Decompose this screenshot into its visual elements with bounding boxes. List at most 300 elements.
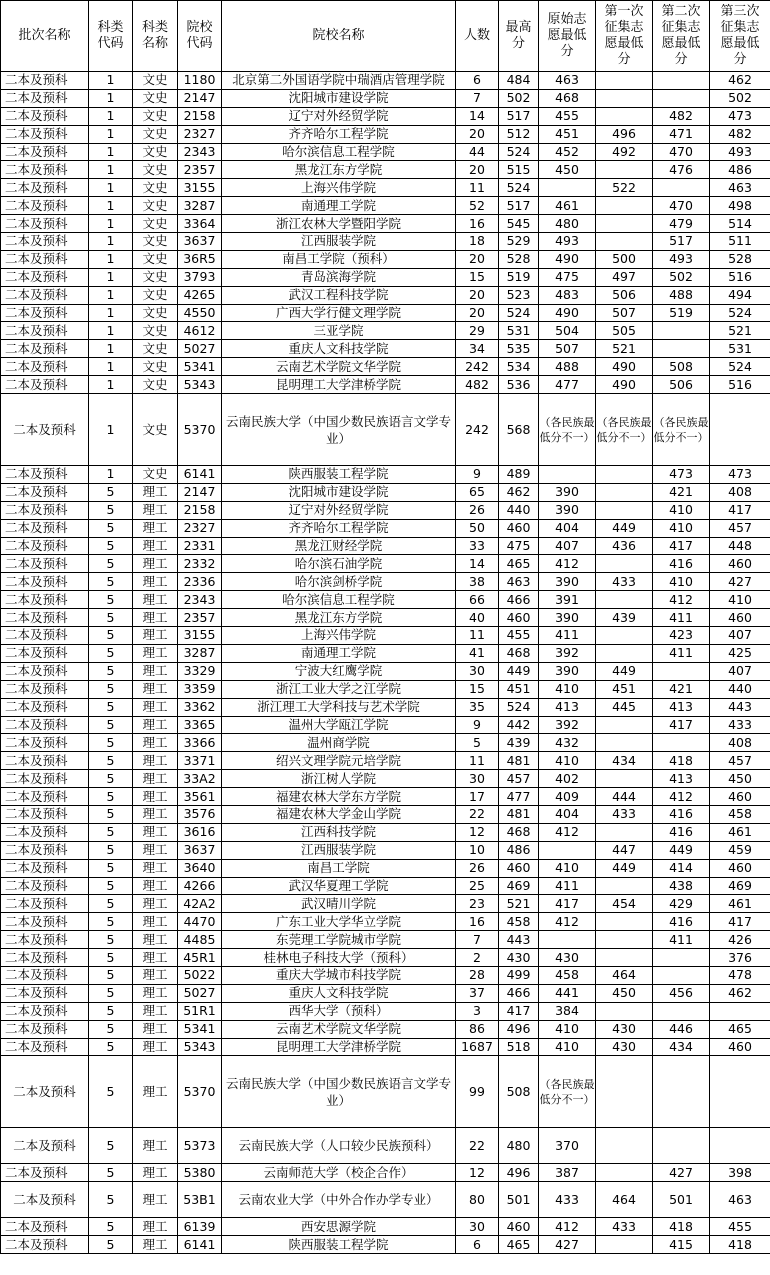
round2-min-cell (653, 1056, 710, 1128)
col-count-header (456, 1, 499, 72)
header-text: 批次名称 (18, 28, 71, 43)
header-text: 代码 (97, 36, 124, 51)
batch-cell: 二本及预科 (1, 376, 89, 394)
kelei-name-cell: 文史 (133, 233, 178, 251)
max-score-cell: 465 (499, 555, 539, 573)
round1-min-cell: 433 (596, 573, 653, 591)
school-name-cell: 江西服装学院 (222, 233, 456, 251)
school-code-cell: 3359 (178, 680, 222, 698)
col-school-code-header (178, 1, 222, 72)
max-score-cell: 519 (499, 268, 539, 286)
header-text: 第二次 (661, 4, 701, 19)
table-row (1, 161, 770, 179)
round2-min-cell: 482 (653, 107, 710, 125)
table-row (1, 734, 770, 752)
count-cell: 11 (456, 627, 499, 645)
max-score-cell: 439 (499, 734, 539, 752)
round2-min-cell (653, 966, 710, 984)
round2-min-cell: 417 (653, 537, 710, 555)
school-code-cell: 3287 (178, 197, 222, 215)
kelei-name-cell: 理工 (133, 537, 178, 555)
col-round2-header (653, 1, 710, 72)
table-row (1, 143, 770, 161)
count-cell: 20 (456, 286, 499, 304)
orig-min-cell (539, 841, 596, 859)
orig-min-cell (539, 466, 596, 484)
school-name-cell: 东莞理工学院城市学院 (222, 931, 456, 949)
count-cell: 66 (456, 591, 499, 609)
batch-cell: 二本及预科 (1, 1056, 89, 1128)
orig-min-cell: 452 (539, 143, 596, 161)
max-score-cell: 536 (499, 376, 539, 394)
kelei-code-cell: 5 (89, 966, 133, 984)
round2-min-cell: 438 (653, 877, 710, 895)
round3-min-cell: 493 (710, 143, 770, 161)
table-row (1, 501, 770, 519)
school-code-cell: 3366 (178, 734, 222, 752)
count-cell: 12 (456, 823, 499, 841)
school-code-cell: 51R1 (178, 1002, 222, 1020)
orig-min-cell: 451 (539, 125, 596, 143)
batch-cell: 二本及预科 (1, 197, 89, 215)
round3-min-cell: 417 (710, 501, 770, 519)
round3-min-cell: 408 (710, 734, 770, 752)
round2-min-cell: 421 (653, 483, 710, 501)
table-row (1, 215, 770, 233)
school-name-cell: 青岛滨海学院 (222, 268, 456, 286)
batch-cell: 二本及预科 (1, 895, 89, 913)
round1-min-cell: 434 (596, 752, 653, 770)
orig-min-cell: 432 (539, 734, 596, 752)
batch-cell: 二本及预科 (1, 286, 89, 304)
round1-min-cell (596, 107, 653, 125)
kelei-code-cell: 5 (89, 823, 133, 841)
table-row (1, 698, 770, 716)
orig-min-cell: 402 (539, 770, 596, 788)
orig-min-cell: 455 (539, 107, 596, 125)
kelei-name-cell: 文史 (133, 376, 178, 394)
header-text: 第一次 (604, 4, 644, 19)
max-score-cell: 475 (499, 537, 539, 555)
school-code-cell: 3362 (178, 698, 222, 716)
round1-min-cell (596, 644, 653, 662)
kelei-code-cell: 1 (89, 179, 133, 197)
max-score-cell: 531 (499, 322, 539, 340)
count-cell: 40 (456, 609, 499, 627)
max-score-cell: 529 (499, 233, 539, 251)
school-code-cell: 6139 (178, 1218, 222, 1236)
orig-min-cell: 411 (539, 627, 596, 645)
school-name-cell: 云南艺术学院文华学院 (222, 358, 456, 376)
round3-min-cell: 376 (710, 949, 770, 967)
kelei-name-cell: 文史 (133, 322, 178, 340)
batch-cell: 二本及预科 (1, 107, 89, 125)
count-cell: 30 (456, 770, 499, 788)
round3-min-cell: 469 (710, 877, 770, 895)
count-cell: 29 (456, 322, 499, 340)
kelei-code-cell: 5 (89, 913, 133, 931)
school-name-cell: 浙江工业大学之江学院 (222, 680, 456, 698)
round1-min-cell (596, 72, 653, 90)
school-code-cell: 5022 (178, 966, 222, 984)
table-row (1, 949, 770, 967)
count-cell: 26 (456, 859, 499, 877)
round3-min-cell (710, 1002, 770, 1020)
max-score-cell: 430 (499, 949, 539, 967)
count-cell: 11 (456, 179, 499, 197)
kelei-code-cell: 5 (89, 1218, 133, 1236)
round1-min-cell: 496 (596, 125, 653, 143)
orig-min-cell: 391 (539, 591, 596, 609)
school-code-cell: 3155 (178, 627, 222, 645)
kelei-code-cell: 1 (89, 268, 133, 286)
batch-cell: 二本及预科 (1, 161, 89, 179)
table-row (1, 913, 770, 931)
school-name-cell: 陕西服装工程学院 (222, 466, 456, 484)
max-score-cell: 463 (499, 573, 539, 591)
table-row (1, 984, 770, 1002)
round2-min-cell: 476 (653, 161, 710, 179)
table-row (1, 1218, 770, 1236)
batch-cell: 二本及预科 (1, 268, 89, 286)
round1-min-cell: 464 (596, 966, 653, 984)
count-cell: 52 (456, 197, 499, 215)
round3-min-cell: 460 (710, 859, 770, 877)
max-score-cell: 518 (499, 1038, 539, 1056)
orig-min-cell: 411 (539, 877, 596, 895)
count-cell: 26 (456, 501, 499, 519)
max-score-cell: 508 (499, 1056, 539, 1128)
round3-min-cell (710, 1056, 770, 1128)
batch-cell: 二本及预科 (1, 770, 89, 788)
kelei-code-cell: 5 (89, 984, 133, 1002)
count-cell: 41 (456, 644, 499, 662)
kelei-code-cell: 5 (89, 1128, 133, 1164)
round1-min-cell: 433 (596, 1218, 653, 1236)
count-cell: 242 (456, 358, 499, 376)
kelei-name-cell: 理工 (133, 859, 178, 877)
batch-cell: 二本及预科 (1, 841, 89, 859)
school-code-cell: 42A2 (178, 895, 222, 913)
school-name-cell: 哈尔滨石油学院 (222, 555, 456, 573)
kelei-name-cell: 文史 (133, 268, 178, 286)
max-score-cell: 442 (499, 716, 539, 734)
table-row (1, 394, 770, 466)
orig-min-cell: 468 (539, 89, 596, 107)
kelei-code-cell: 5 (89, 644, 133, 662)
school-code-cell: 5341 (178, 1020, 222, 1038)
round3-min-cell: 433 (710, 716, 770, 734)
kelei-name-cell: 理工 (133, 573, 178, 591)
orig-min-cell: 412 (539, 823, 596, 841)
max-score-cell: 524 (499, 698, 539, 716)
batch-cell: 二本及预科 (1, 394, 89, 466)
school-name-cell: 江西服装学院 (222, 841, 456, 859)
max-score-cell: 460 (499, 609, 539, 627)
school-code-cell: 4612 (178, 322, 222, 340)
table-row (1, 1056, 770, 1128)
school-code-cell: 5343 (178, 376, 222, 394)
batch-cell: 二本及预科 (1, 1218, 89, 1236)
round3-min-cell: 462 (710, 984, 770, 1002)
round1-min-cell (596, 949, 653, 967)
table-row (1, 1182, 770, 1218)
kelei-code-cell: 1 (89, 233, 133, 251)
batch-cell: 二本及预科 (1, 1038, 89, 1056)
round2-min-cell (653, 949, 710, 967)
count-cell: 20 (456, 125, 499, 143)
round1-min-cell: 449 (596, 662, 653, 680)
table-row (1, 877, 770, 895)
orig-min-cell: 507 (539, 340, 596, 358)
school-name-cell: 哈尔滨信息工程学院 (222, 591, 456, 609)
round3-min-cell: 448 (710, 537, 770, 555)
orig-min-cell: 441 (539, 984, 596, 1002)
round1-min-cell (596, 770, 653, 788)
school-code-cell: 3616 (178, 823, 222, 841)
batch-cell: 二本及预科 (1, 215, 89, 233)
round1-min-cell: 490 (596, 376, 653, 394)
orig-min-cell: 409 (539, 788, 596, 806)
school-code-cell: 1180 (178, 72, 222, 90)
table-row (1, 752, 770, 770)
max-score-cell: 524 (499, 143, 539, 161)
round1-min-cell: 450 (596, 984, 653, 1002)
round1-min-cell: 447 (596, 841, 653, 859)
school-name-cell: 浙江树人学院 (222, 770, 456, 788)
round1-min-cell: 506 (596, 286, 653, 304)
orig-min-cell: 390 (539, 501, 596, 519)
col-kelei-code-header (89, 1, 133, 72)
batch-cell: 二本及预科 (1, 949, 89, 967)
kelei-name-cell: 理工 (133, 823, 178, 841)
round3-min-cell: 461 (710, 895, 770, 913)
round2-min-cell: 410 (653, 501, 710, 519)
kelei-code-cell: 1 (89, 394, 133, 466)
kelei-name-cell: 理工 (133, 734, 178, 752)
count-cell: 18 (456, 233, 499, 251)
count-cell: 35 (456, 698, 499, 716)
round1-min-cell (596, 501, 653, 519)
round3-min-cell: 460 (710, 609, 770, 627)
kelei-code-cell: 5 (89, 949, 133, 967)
school-name-cell: 云南师范大学（校企合作） (222, 1164, 456, 1182)
round1-min-cell (596, 877, 653, 895)
kelei-name-cell: 理工 (133, 966, 178, 984)
kelei-code-cell: 5 (89, 805, 133, 823)
school-code-cell: 5380 (178, 1164, 222, 1182)
school-code-cell: 3371 (178, 752, 222, 770)
kelei-name-cell: 文史 (133, 304, 178, 322)
round2-min-cell: 449 (653, 841, 710, 859)
round3-min-cell: 465 (710, 1020, 770, 1038)
kelei-name-cell: 文史 (133, 466, 178, 484)
school-code-cell: 2158 (178, 501, 222, 519)
table-row (1, 268, 770, 286)
col-round3-header (710, 1, 770, 72)
round3-min-cell: 494 (710, 286, 770, 304)
school-code-cell: 3364 (178, 215, 222, 233)
table-row (1, 466, 770, 484)
table-row (1, 1038, 770, 1056)
round3-min-cell: 455 (710, 1218, 770, 1236)
max-score-cell: 451 (499, 680, 539, 698)
round1-min-cell (596, 627, 653, 645)
kelei-code-cell: 1 (89, 250, 133, 268)
round3-min-cell: 408 (710, 483, 770, 501)
orig-min-cell: 461 (539, 197, 596, 215)
kelei-code-cell: 1 (89, 125, 133, 143)
round3-min-cell: 398 (710, 1164, 770, 1182)
table-row (1, 662, 770, 680)
school-name-cell: 江西科技学院 (222, 823, 456, 841)
round2-min-cell: 502 (653, 268, 710, 286)
table-row (1, 644, 770, 662)
round1-min-cell: 497 (596, 268, 653, 286)
col-round1-header (596, 1, 653, 72)
round3-min-cell: 516 (710, 376, 770, 394)
school-code-cell: 3637 (178, 233, 222, 251)
batch-cell: 二本及预科 (1, 984, 89, 1002)
kelei-code-cell: 5 (89, 698, 133, 716)
school-name-cell: 陕西服装工程学院 (222, 1236, 456, 1254)
round1-min-cell: 505 (596, 322, 653, 340)
kelei-code-cell: 5 (89, 877, 133, 895)
round3-min-cell: 426 (710, 931, 770, 949)
kelei-code-cell: 5 (89, 1020, 133, 1038)
table-row (1, 823, 770, 841)
round1-min-cell (596, 716, 653, 734)
batch-cell: 二本及预科 (1, 734, 89, 752)
kelei-name-cell: 文史 (133, 89, 178, 107)
round1-min-cell (596, 913, 653, 931)
round2-min-cell: 416 (653, 555, 710, 573)
school-name-cell: 武汉华夏理工学院 (222, 877, 456, 895)
round3-min-cell: 462 (710, 72, 770, 90)
kelei-code-cell: 1 (89, 143, 133, 161)
school-code-cell: 5343 (178, 1038, 222, 1056)
school-name-cell: 西安思源学院 (222, 1218, 456, 1236)
batch-cell: 二本及预科 (1, 788, 89, 806)
table-row (1, 233, 770, 251)
max-score-cell: 524 (499, 179, 539, 197)
orig-min-cell: 410 (539, 1020, 596, 1038)
round2-min-cell: 418 (653, 752, 710, 770)
table-row (1, 250, 770, 268)
school-name-cell: 辽宁对外经贸学院 (222, 501, 456, 519)
count-cell: 25 (456, 877, 499, 895)
round1-min-cell (596, 161, 653, 179)
max-score-cell: 455 (499, 627, 539, 645)
count-cell: 33 (456, 537, 499, 555)
round3-min-cell: 417 (710, 913, 770, 931)
round3-min-cell: 524 (710, 358, 770, 376)
school-name-cell: 哈尔滨信息工程学院 (222, 143, 456, 161)
round2-min-cell: 423 (653, 627, 710, 645)
table-row (1, 537, 770, 555)
orig-min-cell (539, 179, 596, 197)
round2-min-cell: 519 (653, 304, 710, 322)
kelei-name-cell: 理工 (133, 1128, 178, 1164)
kelei-code-cell: 5 (89, 841, 133, 859)
kelei-name-cell: 理工 (133, 609, 178, 627)
count-cell: 11 (456, 752, 499, 770)
kelei-code-cell: 5 (89, 734, 133, 752)
school-name-cell: 齐齐哈尔工程学院 (222, 125, 456, 143)
count-cell: 242 (456, 394, 499, 466)
round2-min-cell: 506 (653, 376, 710, 394)
header-text: 名称 (141, 36, 168, 51)
round2-min-cell: 470 (653, 143, 710, 161)
orig-min-cell: 475 (539, 268, 596, 286)
school-name-cell: 福建农林大学金山学院 (222, 805, 456, 823)
kelei-name-cell: 理工 (133, 770, 178, 788)
kelei-code-cell: 5 (89, 1056, 133, 1128)
kelei-name-cell: 理工 (133, 752, 178, 770)
school-name-cell: 广西大学行健文理学院 (222, 304, 456, 322)
kelei-name-cell: 理工 (133, 627, 178, 645)
school-code-cell: 4485 (178, 931, 222, 949)
round1-min-cell (596, 89, 653, 107)
header-text: 代码 (186, 36, 213, 51)
round2-min-cell: 410 (653, 573, 710, 591)
count-cell: 23 (456, 895, 499, 913)
school-code-cell: 33A2 (178, 770, 222, 788)
school-name-cell: 云南民族大学（人口较少民族预科） (222, 1128, 456, 1164)
school-name-cell: 绍兴文理学院元培学院 (222, 752, 456, 770)
kelei-name-cell: 文史 (133, 125, 178, 143)
round1-min-cell: 436 (596, 537, 653, 555)
school-name-cell: 云南民族大学（中国少数民族语言文学专业） (222, 394, 456, 466)
table-row (1, 895, 770, 913)
round1-min-cell: 445 (596, 698, 653, 716)
school-code-cell: 5370 (178, 394, 222, 466)
kelei-name-cell: 理工 (133, 555, 178, 573)
round3-min-cell: 463 (710, 1182, 770, 1218)
table-row (1, 770, 770, 788)
count-cell: 5 (456, 734, 499, 752)
round3-min-cell: 473 (710, 466, 770, 484)
count-cell: 9 (456, 466, 499, 484)
school-name-cell: 宁波大红鹰学院 (222, 662, 456, 680)
batch-cell: 二本及预科 (1, 913, 89, 931)
school-code-cell: 4265 (178, 286, 222, 304)
school-code-cell: 6141 (178, 466, 222, 484)
school-code-cell: 4550 (178, 304, 222, 322)
table-row (1, 627, 770, 645)
max-score-cell: 535 (499, 340, 539, 358)
orig-min-cell: 410 (539, 1038, 596, 1056)
round2-min-cell: 416 (653, 823, 710, 841)
col-school-name-header (222, 1, 456, 72)
kelei-code-cell: 1 (89, 340, 133, 358)
kelei-code-cell: 5 (89, 591, 133, 609)
header-text: 征集志 (604, 20, 644, 35)
max-score-cell: 496 (499, 1020, 539, 1038)
round3-min-cell: 524 (710, 304, 770, 322)
round1-min-cell: 451 (596, 680, 653, 698)
round2-min-cell: 416 (653, 913, 710, 931)
school-name-cell: 重庆人文科技学院 (222, 340, 456, 358)
orig-min-cell: 410 (539, 859, 596, 877)
kelei-code-cell: 1 (89, 466, 133, 484)
table-row (1, 609, 770, 627)
max-score-cell: 466 (499, 591, 539, 609)
header-text: 最高 (505, 20, 532, 35)
table-row (1, 1002, 770, 1020)
header-text: 愿最低 (720, 36, 760, 51)
header-text: 征集志 (661, 20, 701, 35)
